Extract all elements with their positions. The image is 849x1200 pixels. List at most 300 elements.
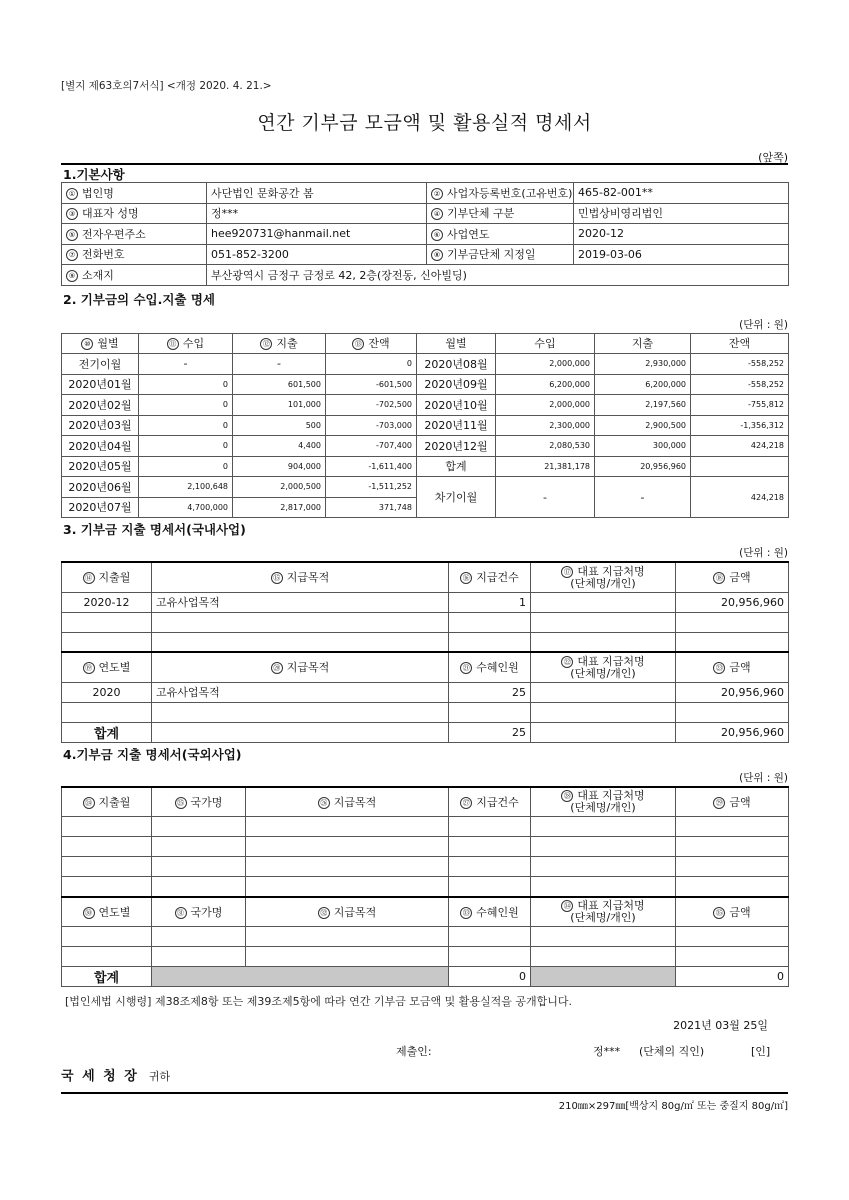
empty-cell bbox=[676, 837, 789, 857]
table-cell bbox=[531, 612, 676, 632]
unit-label: (단위 : 원) bbox=[739, 318, 788, 331]
basic-row bbox=[62, 244, 789, 265]
overseas-table bbox=[61, 786, 789, 988]
item-number-icon: ㉟ bbox=[713, 907, 725, 919]
header-label-sub: (단체명/개인) bbox=[570, 801, 636, 815]
finance-cell: - bbox=[139, 354, 233, 375]
item-number-icon: ㉒ bbox=[561, 656, 573, 668]
header-label: 금액 bbox=[729, 661, 751, 675]
finance-row bbox=[62, 354, 789, 375]
header-label: 지급건수 bbox=[476, 571, 519, 585]
finance-cell: 2,300,000 bbox=[496, 415, 595, 436]
finance-cell: 합계 bbox=[417, 456, 496, 477]
empty-cell bbox=[449, 927, 531, 947]
finance-cell: 904,000 bbox=[233, 456, 326, 477]
header-label: 수혜인원 bbox=[476, 661, 519, 675]
empty-cell bbox=[152, 857, 246, 877]
recipient bbox=[61, 1065, 788, 1084]
table-cell: 20,956,960 bbox=[676, 592, 789, 612]
section-title-domestic: 3. 기부금 지출 명세서(국내사업) bbox=[63, 522, 246, 537]
finance-cell: 2020년01월 bbox=[62, 374, 139, 395]
finance-cell: 20,956,960 bbox=[595, 456, 691, 477]
table-cell bbox=[531, 632, 676, 652]
item-number-icon: ② bbox=[431, 188, 443, 200]
empty-cell bbox=[676, 927, 789, 947]
finance-cell: -1,356,312 bbox=[691, 415, 789, 436]
header-label: 수혜인원 bbox=[476, 905, 519, 919]
table-cell bbox=[449, 702, 531, 722]
paper-spec: 210㎜×297㎜[백상지 80g/㎡ 또는 중질지 80g/㎡] bbox=[61, 1092, 788, 1112]
side-label: (앞쪽) bbox=[758, 151, 788, 164]
header-label-sub: (단체명/개인) bbox=[570, 911, 636, 925]
header-cell bbox=[152, 652, 449, 682]
table-cell: 20,956,960 bbox=[676, 682, 789, 702]
table-cell: 2020 bbox=[62, 682, 152, 702]
table-cell: 1 bbox=[449, 592, 531, 612]
header-cell bbox=[246, 787, 449, 817]
header-label: 대표 지급처명 bbox=[577, 789, 645, 803]
unit-label: (단위 : 원) bbox=[739, 547, 788, 559]
finance-cell: -558,252 bbox=[691, 374, 789, 395]
finance-cell: 2020년12월 bbox=[417, 436, 496, 457]
item-number-icon: ⑩ bbox=[81, 338, 93, 350]
table-row bbox=[62, 592, 789, 612]
field-value: hee920731@hanmail.net bbox=[207, 224, 427, 245]
empty-cell bbox=[62, 947, 152, 967]
finance-cell: -1,511,252 bbox=[326, 477, 417, 498]
header-label: 수입 bbox=[534, 337, 556, 351]
header-cell bbox=[531, 562, 676, 592]
finance-cell: 2020년09월 bbox=[417, 374, 496, 395]
finance-cell: - bbox=[233, 354, 326, 375]
table-cell: 고유사업목적 bbox=[152, 592, 449, 612]
table-cell: 25 bbox=[449, 682, 531, 702]
field-value: 2020-12 bbox=[574, 224, 789, 245]
header-cell bbox=[233, 333, 326, 354]
finance-cell: 2,000,000 bbox=[496, 354, 595, 375]
empty-cell bbox=[246, 857, 449, 877]
field-label bbox=[62, 203, 207, 224]
item-number-icon: ㉘ bbox=[561, 790, 573, 802]
finance-cell: 0 bbox=[139, 456, 233, 477]
empty-cell bbox=[152, 947, 246, 967]
form-number: [별지 제63호의7서식] <개정 2020. 4. 21.> bbox=[61, 80, 272, 92]
shaded-cell bbox=[152, 967, 449, 987]
shaded-cell bbox=[531, 967, 676, 987]
field-label-text: 사업연도 bbox=[447, 227, 490, 241]
address-value: 부산광역시 금정구 금정로 42, 2층(장전동, 신아빌딩) bbox=[207, 265, 789, 286]
header-label: 수입 bbox=[182, 337, 205, 351]
total-cell: 20,956,960 bbox=[676, 722, 789, 742]
header-cell bbox=[531, 652, 676, 682]
table-cell bbox=[676, 612, 789, 632]
empty-cell bbox=[676, 857, 789, 877]
carry-cell: - bbox=[496, 477, 595, 518]
finance-cell: 2,930,000 bbox=[595, 354, 691, 375]
item-number-icon: ④ bbox=[431, 208, 443, 220]
carry-cell: - bbox=[595, 477, 691, 518]
field-value: 051-852-3200 bbox=[207, 244, 427, 265]
basic-row bbox=[62, 265, 789, 286]
table-cell bbox=[676, 702, 789, 722]
field-label bbox=[62, 244, 207, 265]
empty-cell bbox=[449, 837, 531, 857]
empty-cell bbox=[676, 817, 789, 837]
table-cell bbox=[62, 612, 152, 632]
empty-cell bbox=[246, 817, 449, 837]
header-cell bbox=[691, 333, 789, 354]
finance-cell: 2020년10월 bbox=[417, 395, 496, 416]
header-label: 지출 bbox=[276, 337, 298, 351]
field-value: 465-82-001** bbox=[574, 183, 789, 204]
table-cell bbox=[531, 682, 676, 702]
finance-cell: 21,381,178 bbox=[496, 456, 595, 477]
empty-cell bbox=[152, 877, 246, 897]
field-label bbox=[427, 244, 574, 265]
finance-cell: 6,200,000 bbox=[496, 374, 595, 395]
field-label bbox=[62, 183, 207, 204]
header-cell bbox=[449, 562, 531, 592]
empty-cell bbox=[152, 927, 246, 947]
empty-cell bbox=[676, 877, 789, 897]
item-number-icon: ㉙ bbox=[713, 797, 725, 809]
empty-cell bbox=[152, 837, 246, 857]
section-title-overseas: 4.기부금 지출 명세서(국외사업) bbox=[63, 746, 242, 762]
header-cell bbox=[676, 652, 789, 682]
submitter-name: 정*** bbox=[593, 1045, 621, 1058]
empty-cell bbox=[676, 947, 789, 967]
header-cell bbox=[139, 333, 233, 354]
legal-notice: [법인세법 시행령] 제38조제8항 또는 제39조제5항에 따라 연간 기부금 모금액 및 활용실적을 공개합니다. bbox=[65, 995, 572, 1008]
table-header-row bbox=[62, 562, 789, 592]
table-row bbox=[62, 817, 789, 837]
table-row bbox=[62, 947, 789, 967]
table-row bbox=[62, 857, 789, 877]
header-label: 지급목적 bbox=[333, 905, 377, 919]
header-cell bbox=[62, 652, 152, 682]
page-title: 연간 기부금 모금액 및 활용실적 명세서 bbox=[257, 112, 592, 134]
header-cell bbox=[449, 652, 531, 682]
finance-cell: 424,218 bbox=[691, 436, 789, 457]
field-value: 사단법인 문화공간 봄 bbox=[207, 183, 427, 204]
field-label-text: 전자우편주소 bbox=[82, 227, 146, 241]
header-label: 대표 지급처명 bbox=[577, 564, 645, 578]
section-title-basic: 1.기본사항 bbox=[61, 163, 788, 182]
finance-cell: 6,200,000 bbox=[595, 374, 691, 395]
finance-cell: 500 bbox=[233, 415, 326, 436]
empty-cell bbox=[449, 857, 531, 877]
item-number-icon: ⑱ bbox=[713, 572, 725, 584]
item-number-icon: ⑲ bbox=[83, 662, 95, 674]
header-cell bbox=[531, 897, 676, 927]
table-cell bbox=[449, 612, 531, 632]
item-number-icon: ⑮ bbox=[271, 572, 283, 584]
item-number-icon: ⑦ bbox=[66, 249, 78, 261]
item-number-icon: ⑥ bbox=[431, 229, 443, 241]
header-label: 연도별 bbox=[98, 661, 131, 675]
field-label-text: 사업자등록번호(고유번호) bbox=[447, 186, 573, 200]
header-label-sub: (단체명/개인) bbox=[570, 576, 636, 590]
finance-cell: 2,100,648 bbox=[139, 477, 233, 498]
table-row bbox=[62, 877, 789, 897]
table-cell bbox=[152, 612, 449, 632]
field-value: 2019-03-06 bbox=[574, 244, 789, 265]
header-cell bbox=[449, 897, 531, 927]
section-title-finance: 2. 기부금의 수입.지출 명세 bbox=[63, 291, 216, 307]
empty-cell bbox=[531, 817, 676, 837]
empty-cell bbox=[449, 817, 531, 837]
header-cell bbox=[62, 897, 152, 927]
finance-cell: 601,500 bbox=[233, 374, 326, 395]
field-label-text: 기부단체 구분 bbox=[447, 207, 515, 221]
table-row bbox=[62, 682, 789, 702]
field-value: 정*** bbox=[207, 203, 427, 224]
finance-cell: 2020년04월 bbox=[62, 436, 139, 457]
field-label-text: 전화번호 bbox=[82, 248, 125, 262]
finance-row bbox=[62, 415, 789, 436]
finance-cell: 2,000,000 bbox=[496, 395, 595, 416]
empty-cell bbox=[62, 837, 152, 857]
empty-cell bbox=[531, 877, 676, 897]
header-label: 지출월 bbox=[98, 571, 131, 585]
carry-cell: 차기이월 bbox=[417, 477, 496, 518]
submission-date: 2021년 03월 25일 bbox=[673, 1019, 768, 1032]
finance-cell: -1,611,400 bbox=[326, 456, 417, 477]
header-label: 잔액 bbox=[368, 337, 390, 351]
table-row bbox=[62, 837, 789, 857]
total-row bbox=[62, 722, 789, 742]
table-header-row bbox=[62, 787, 789, 817]
finance-cell: 2,900,500 bbox=[595, 415, 691, 436]
finance-cell: 2020년06월 bbox=[62, 477, 139, 498]
header-label: 대표 지급처명 bbox=[577, 654, 645, 668]
table-row bbox=[62, 612, 789, 632]
total-row bbox=[62, 967, 789, 987]
table-cell bbox=[531, 702, 676, 722]
total-cell bbox=[152, 722, 449, 742]
empty-cell bbox=[449, 877, 531, 897]
item-number-icon: ㉝ bbox=[460, 907, 472, 919]
header-label: 연도별 bbox=[98, 905, 131, 919]
item-number-icon: ㉜ bbox=[318, 907, 330, 919]
empty-cell bbox=[246, 837, 449, 857]
header-label: 국가명 bbox=[190, 905, 223, 919]
table-cell bbox=[62, 632, 152, 652]
empty-cell bbox=[62, 857, 152, 877]
header-cell bbox=[417, 333, 496, 354]
finance-cell: 300,000 bbox=[595, 436, 691, 457]
header-label: 잔액 bbox=[728, 337, 751, 351]
item-number-icon: ⑬ bbox=[352, 338, 364, 350]
recipient-name: 국 세 청 장 bbox=[61, 1069, 139, 1084]
header-cell bbox=[152, 562, 449, 592]
empty-cell bbox=[531, 927, 676, 947]
item-number-icon: ㉛ bbox=[175, 907, 187, 919]
header-cell bbox=[152, 787, 246, 817]
basic-row bbox=[62, 224, 789, 245]
header-label: 국가명 bbox=[190, 795, 223, 809]
finance-cell: 2020년08월 bbox=[417, 354, 496, 375]
finance-cell: 2020년11월 bbox=[417, 415, 496, 436]
table-header-row bbox=[62, 652, 789, 682]
finance-cell: 371,748 bbox=[326, 497, 417, 518]
field-label bbox=[427, 183, 574, 204]
table-header-row bbox=[62, 897, 789, 927]
empty-cell bbox=[246, 947, 449, 967]
table-cell bbox=[152, 702, 449, 722]
field-label-text: 소재지 bbox=[82, 268, 114, 282]
empty-cell bbox=[531, 837, 676, 857]
item-number-icon: ③ bbox=[66, 208, 78, 220]
finance-cell: -707,400 bbox=[326, 436, 417, 457]
header-label-sub: (단체명/개인) bbox=[570, 666, 636, 680]
item-number-icon: ⑭ bbox=[83, 572, 95, 584]
header-cell bbox=[152, 897, 246, 927]
table-row bbox=[62, 632, 789, 652]
field-label-text: 기부금단체 지정일 bbox=[447, 248, 536, 262]
finance-row bbox=[62, 436, 789, 457]
item-number-icon: ⑤ bbox=[66, 229, 78, 241]
header-cell bbox=[496, 333, 595, 354]
field-label bbox=[427, 224, 574, 245]
empty-cell bbox=[531, 857, 676, 877]
empty-cell bbox=[449, 947, 531, 967]
finance-cell bbox=[691, 456, 789, 477]
empty-cell bbox=[62, 817, 152, 837]
finance-cell: 2,817,000 bbox=[233, 497, 326, 518]
finance-cell: 2020년05월 bbox=[62, 456, 139, 477]
header-cell bbox=[326, 333, 417, 354]
table-cell bbox=[152, 632, 449, 652]
field-label bbox=[62, 265, 207, 286]
field-label-text: 대표자 성명 bbox=[82, 207, 139, 221]
field-label bbox=[427, 203, 574, 224]
field-label bbox=[62, 224, 207, 245]
header-cell bbox=[449, 787, 531, 817]
total-cell: 25 bbox=[449, 722, 531, 742]
finance-header-row bbox=[62, 333, 789, 354]
finance-cell: -703,000 bbox=[326, 415, 417, 436]
finance-cell: 0 bbox=[139, 415, 233, 436]
item-number-icon: ⑯ bbox=[460, 572, 472, 584]
domestic-table bbox=[61, 561, 789, 743]
recipient-suffix: 귀하 bbox=[148, 1070, 171, 1083]
empty-cell bbox=[62, 927, 152, 947]
form-page bbox=[61, 78, 788, 1112]
basic-info-table bbox=[61, 182, 789, 286]
header-label: 지급목적 bbox=[286, 661, 330, 675]
finance-row bbox=[62, 374, 789, 395]
empty-cell bbox=[246, 927, 449, 947]
finance-cell: 101,000 bbox=[233, 395, 326, 416]
table-cell bbox=[676, 632, 789, 652]
finance-cell: -601,500 bbox=[326, 374, 417, 395]
finance-cell: 2020년07월 bbox=[62, 497, 139, 518]
table-cell: 2020-12 bbox=[62, 592, 152, 612]
item-number-icon: ㉚ bbox=[83, 907, 95, 919]
finance-table bbox=[61, 333, 789, 519]
finance-row bbox=[62, 477, 789, 498]
item-number-icon: ㉖ bbox=[318, 797, 330, 809]
item-number-icon: ㉕ bbox=[175, 797, 187, 809]
item-number-icon: ⑪ bbox=[167, 338, 179, 350]
item-number-icon: ㉓ bbox=[713, 662, 725, 674]
item-number-icon: ⑳ bbox=[271, 662, 283, 674]
field-label-text: 법인명 bbox=[82, 186, 114, 200]
header-label: 지출월 bbox=[98, 795, 131, 809]
finance-cell: 0 bbox=[139, 374, 233, 395]
item-number-icon: ① bbox=[66, 188, 78, 200]
finance-cell: 0 bbox=[139, 395, 233, 416]
header-label: 월별 bbox=[445, 337, 467, 351]
item-number-icon: ㉑ bbox=[460, 662, 472, 674]
finance-cell: -702,500 bbox=[326, 395, 417, 416]
field-value: 민법상비영리법인 bbox=[574, 203, 789, 224]
header-label: 지출 bbox=[631, 337, 654, 351]
table-cell bbox=[449, 632, 531, 652]
header-label: 금액 bbox=[729, 571, 751, 585]
header-cell bbox=[62, 333, 139, 354]
item-number-icon: ⑫ bbox=[260, 338, 272, 350]
header-cell bbox=[676, 562, 789, 592]
empty-cell bbox=[246, 877, 449, 897]
header-label: 월별 bbox=[97, 337, 119, 351]
header-cell bbox=[531, 787, 676, 817]
header-cell bbox=[676, 897, 789, 927]
basic-row bbox=[62, 203, 789, 224]
table-cell bbox=[531, 592, 676, 612]
header-label: 지급목적 bbox=[333, 795, 377, 809]
header-label: 금액 bbox=[729, 905, 751, 919]
header-cell bbox=[62, 787, 152, 817]
finance-cell: -755,812 bbox=[691, 395, 789, 416]
header-label: 지급목적 bbox=[286, 571, 330, 585]
finance-cell: 2,080,530 bbox=[496, 436, 595, 457]
table-cell: 고유사업목적 bbox=[152, 682, 449, 702]
finance-cell: -558,252 bbox=[691, 354, 789, 375]
seal-mark: [인] bbox=[751, 1045, 771, 1058]
carry-cell: 424,218 bbox=[691, 477, 789, 518]
finance-cell: 2,000,500 bbox=[233, 477, 326, 498]
item-number-icon: ㉗ bbox=[460, 797, 472, 809]
finance-cell: 0 bbox=[139, 436, 233, 457]
finance-cell: 2020년03월 bbox=[62, 415, 139, 436]
finance-cell: 0 bbox=[326, 354, 417, 375]
total-cell bbox=[531, 722, 676, 742]
item-number-icon: ⑰ bbox=[561, 566, 573, 578]
header-label: 금액 bbox=[729, 795, 751, 809]
total-label: 합계 bbox=[62, 967, 152, 987]
finance-cell: 2,197,560 bbox=[595, 395, 691, 416]
submitter-row bbox=[61, 1043, 788, 1059]
submitter-role: (단체의 직인) bbox=[639, 1045, 705, 1058]
table-row bbox=[62, 702, 789, 722]
total-count: 0 bbox=[449, 967, 531, 987]
header-label: 대표 지급처명 bbox=[577, 899, 645, 913]
item-number-icon: ⑨ bbox=[66, 270, 78, 282]
total-cell: 합계 bbox=[62, 722, 152, 742]
empty-cell bbox=[531, 947, 676, 967]
submitter-label: 제출인: bbox=[396, 1045, 432, 1058]
header-cell bbox=[246, 897, 449, 927]
finance-row bbox=[62, 456, 789, 477]
header-label: 지급건수 bbox=[476, 795, 519, 809]
basic-row bbox=[62, 183, 789, 204]
finance-row bbox=[62, 395, 789, 416]
header-cell bbox=[62, 562, 152, 592]
total-amount: 0 bbox=[676, 967, 789, 987]
finance-cell: 4,700,000 bbox=[139, 497, 233, 518]
